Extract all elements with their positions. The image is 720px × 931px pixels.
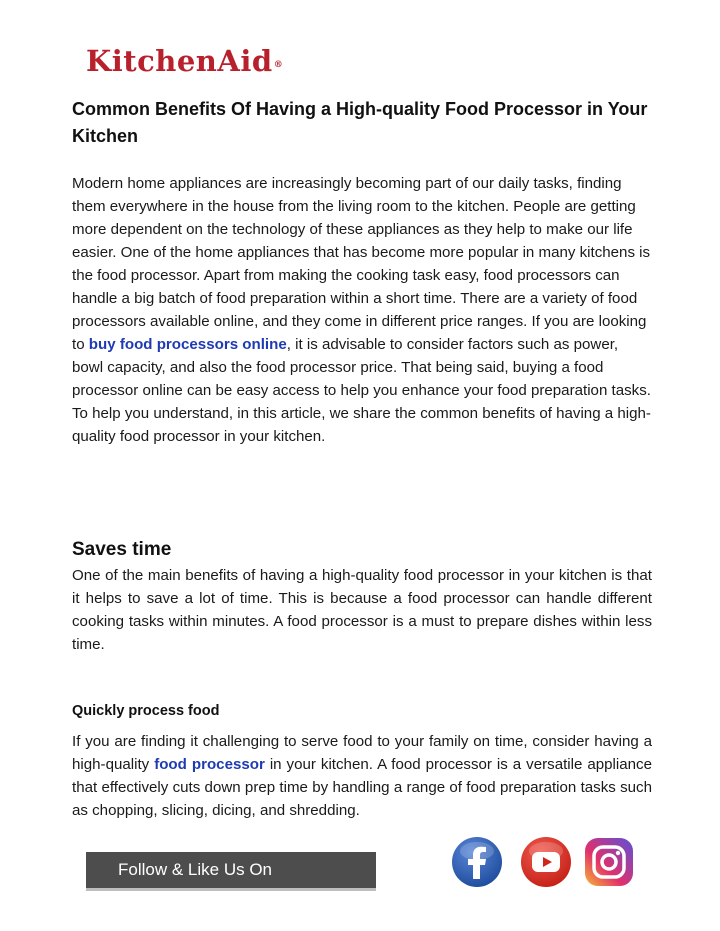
follow-us-banner: Follow & Like Us On [86, 852, 376, 888]
logo-text: KitchenAid [86, 44, 273, 78]
section-heading-saves-time: Saves time [72, 539, 172, 560]
intro-paragraph [72, 172, 652, 448]
quickly-process-paragraph [72, 730, 652, 822]
intro-text-2: , it is advisable to consider factors such as power, bowl capacity, and also the food processor price. That being said, buying a food processor online can be easy access to help you enhance your food preparation tasks. To help you understand, in this article, we share the common benefits of having a high-quality food processor in your kitchen. [72, 336, 651, 445]
quick-text-1: If you are finding it challenging to serve food to your family on time, consider having a high-quality [72, 733, 652, 773]
article-title: Common Benefits Of Having a High-quality Food Processor in Your Kitchen [72, 99, 648, 146]
section-heading-quickly-process: Quickly process food [72, 703, 220, 719]
facebook-icon[interactable] [450, 835, 504, 889]
youtube-icon[interactable] [519, 835, 573, 889]
buy-food-processors-link[interactable]: buy food processors online [88, 336, 287, 353]
kitchenaid-logo[interactable] [86, 44, 283, 78]
intro-text-1: Modern home appliances are increasingly becoming part of our daily tasks, finding them everywhere in the house from the living room to the kitchen. People are getting more dependent on the technology of these appliances as they help to make our life easier. One of the home appliances that has become more popular in many kitchens is the food processor. Apart from making the cooking task easy, food processors can handle a big batch of food preparation within a short time. There are a variety of food processors available online, and they come in different price ranges. If you are looking to [72, 175, 651, 353]
food-processor-link[interactable]: food processor [154, 756, 265, 773]
quick-text-2: in your kitchen. A food processor is a versatile appliance that effectively cuts down prep time by handling a range of food preparation tasks such as chopping, slicing, dicing, and shredding. [72, 756, 652, 819]
registered-mark: ® [273, 60, 284, 70]
instagram-icon[interactable] [582, 835, 636, 889]
saves-time-paragraph: One of the main benefits of having a high-quality food processor in your kitchen is that it helps to save a lot of time. This is because a food processor can handle different cooking tasks within minutes. A food processor is a must to prepare dishes within less time. [72, 567, 652, 653]
